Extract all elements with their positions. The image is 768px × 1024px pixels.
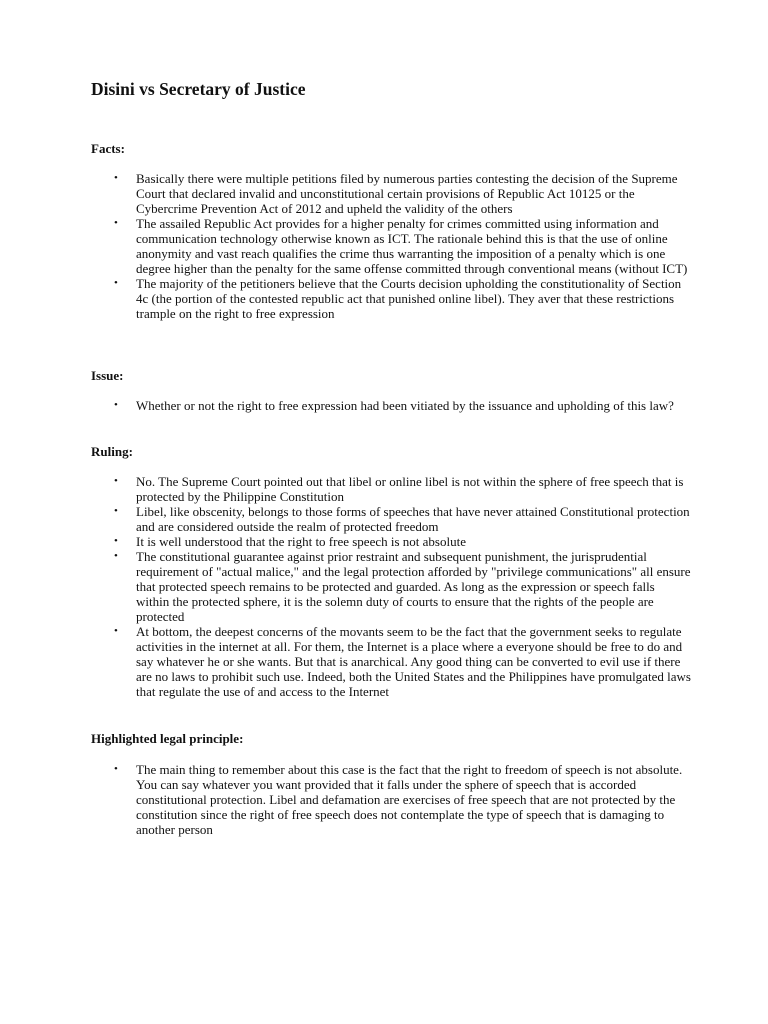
bullet-icon: • <box>114 475 118 487</box>
bullet-icon: • <box>114 625 118 637</box>
list-item-text: At bottom, the deepest concerns of the movants seem to be the fact that the government seeks to regulate activities in the internet at all. For them, the Internet is a place where a everyone should be free to do and say whatever he or she wants. But that is anarchical. Any good thing can be converted to evil use if there are no laws to prohibit such use. Indeed, both the United States and the Philippines have promulgated laws that regulate the use of and access to the Internet <box>136 624 691 699</box>
bullet-icon: • <box>114 217 118 229</box>
list-item-text: The majority of the petitioners believe that the Courts decision upholding the constitutionality of Section 4c (the portion of the contested republic act that punished online libel). They aver that these restrictions trample on the right to free expression <box>136 276 682 321</box>
bullet-icon: • <box>114 535 118 547</box>
list-item-text: No. The Supreme Court pointed out that libel or online libel is not within the sphere of free speech that is protected by the Philippine Constitution <box>136 474 684 504</box>
bullet-icon: • <box>114 550 118 562</box>
list-item-text: The main thing to remember about this case is the fact that the right to freedom of speech is not absolute. You can say whatever you want provided that it falls under the sphere of speech that is accorded constitutional protection. Libel and defamation are exercises of free speech that are not protected by the constitution since the right of free speech does not contemplate the type of speech that is damaging to another person <box>136 762 683 837</box>
list-item <box>91 171 691 216</box>
facts-heading: Facts: <box>91 141 125 156</box>
bullet-icon: • <box>114 763 118 775</box>
ruling-heading: Ruling: <box>91 444 133 459</box>
bullet-icon: • <box>114 399 118 411</box>
principle-list <box>91 762 691 837</box>
issue-heading: Issue: <box>91 368 124 383</box>
list-item-text: The assailed Republic Act provides for a higher penalty for crimes committed using information and communication technology otherwise known as ICT. The rationale behind this is that the use of online anonymity and vast reach qualifies the crime thus warranting the imposition of a penalty which is one degree higher than the penalty for the same offense committed through conventional means (without ICT) <box>136 216 688 276</box>
ruling-list <box>91 474 691 699</box>
facts-list <box>91 171 691 321</box>
list-item <box>91 549 691 624</box>
issue-list <box>91 398 691 413</box>
list-item <box>91 398 691 413</box>
list-item <box>91 762 691 837</box>
list-item-text: It is well understood that the right to free speech is not absolute <box>136 534 466 549</box>
list-item-text: Whether or not the right to free expression had been vitiated by the issuance and upholding of this law? <box>136 398 674 413</box>
list-item-text: Libel, like obscenity, belongs to those forms of speeches that have never attained Constitutional protection and are considered outside the realm of protected freedom <box>136 504 690 534</box>
list-item <box>91 276 691 321</box>
list-item <box>91 474 691 504</box>
list-item-text: The constitutional guarantee against prior restraint and subsequent punishment, the jurisprudential requirement of "actual malice," and the legal protection afforded by "privilege communications" all ensure that protected speech remains to be protected and guarded. As long as the expression or speech falls within the protected sphere, it is the solemn duty of courts to ensure that the rights of the people are protected <box>136 549 691 624</box>
principle-heading: Highlighted legal principle: <box>91 731 244 746</box>
list-item <box>91 504 691 534</box>
bullet-icon: • <box>114 172 118 184</box>
bullet-icon: • <box>114 277 118 289</box>
bullet-icon: • <box>114 505 118 517</box>
list-item <box>91 216 691 276</box>
list-item <box>91 624 691 699</box>
list-item-text: Basically there were multiple petitions filed by numerous parties contesting the decision of the Supreme Court that declared invalid and unconstitutional certain provisions of Republic Act 10125 or the Cybercrime Prevention Act of 2012 and upheld the validity of the others <box>136 171 678 216</box>
document-title: Disini vs Secretary of Justice <box>91 79 306 99</box>
list-item <box>91 534 691 549</box>
